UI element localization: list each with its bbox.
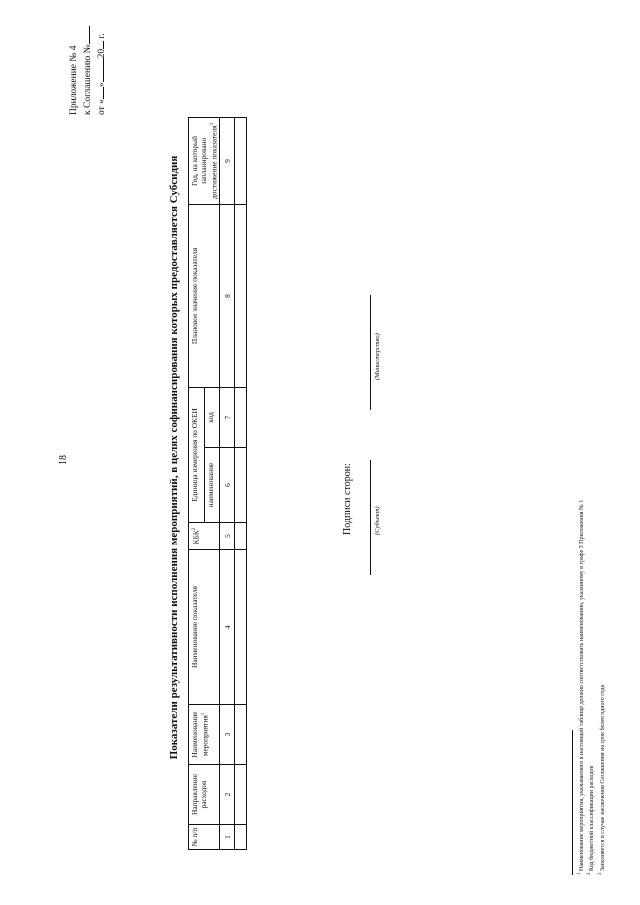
footnote-text-3: Заполняется в случае заключения Соглашения на срок более одного года bbox=[599, 684, 606, 871]
page-number: 18 bbox=[58, 455, 69, 465]
header-col-number: № п/п bbox=[189, 825, 220, 850]
header-col-year-text: Год, на который запланировано достижение показателя bbox=[190, 125, 219, 199]
empty-cell bbox=[235, 118, 247, 205]
header-col-plan-value: Плановое значение показателя bbox=[189, 205, 220, 388]
footnote-mark-3: 3 bbox=[597, 872, 603, 875]
header-col-year bbox=[189, 118, 220, 205]
empty-cell bbox=[235, 825, 247, 850]
appendix-title: Приложение № 4 bbox=[69, 45, 79, 115]
footnotes bbox=[576, 500, 607, 875]
header-row bbox=[189, 118, 205, 850]
header-col-kbk-text: КБК bbox=[191, 530, 201, 545]
year-blank bbox=[94, 41, 104, 49]
signatures-title: Подписи сторон: bbox=[342, 463, 353, 535]
footnote-2 bbox=[586, 500, 596, 875]
agreement-number-blank bbox=[80, 26, 90, 44]
empty-cell bbox=[235, 550, 247, 705]
footnote-rule bbox=[572, 730, 573, 875]
document-title: Показатели результативности исполнения мероприятий, в целях софинансирования которых предоставляется Субсидия bbox=[168, 155, 180, 760]
column-number: 4 bbox=[220, 550, 235, 705]
header-col-kbk bbox=[189, 523, 220, 550]
footnote-text-2: Код бюджетной классификации расходов bbox=[589, 765, 596, 871]
footnote-ref-2: 2 bbox=[192, 527, 197, 531]
signature-line-ministry bbox=[370, 295, 371, 410]
footnote-text-1: Наименование мероприятия, указываемого в настоящей таблице должно соответствовать наименованию, указанному в графе 3 Приложения № 1 bbox=[579, 499, 585, 871]
column-number: 5 bbox=[220, 523, 235, 550]
header-col-unit-name: наименование bbox=[204, 448, 220, 523]
column-number: 7 bbox=[220, 388, 235, 448]
empty-cell bbox=[235, 705, 247, 765]
signature-line-subject bbox=[370, 460, 371, 575]
agreement-date-line bbox=[94, 15, 108, 115]
empty-cell bbox=[235, 448, 247, 523]
column-number: 9 bbox=[220, 118, 235, 205]
footnote-3 bbox=[597, 500, 607, 875]
column-number: 3 bbox=[220, 705, 235, 765]
empty-row bbox=[235, 118, 247, 850]
agreement-number-line bbox=[80, 15, 94, 115]
agreement-label: к Соглашению № bbox=[83, 44, 93, 115]
column-number: 8 bbox=[220, 205, 235, 388]
year-prefix: 20 bbox=[97, 48, 107, 59]
header-col-direction: Направление расходов bbox=[189, 765, 220, 825]
footnote-ref-1: 1 bbox=[201, 712, 206, 716]
indicators-table bbox=[188, 117, 247, 850]
column-number: 6 bbox=[220, 448, 235, 523]
year-suffix: г. bbox=[97, 33, 107, 39]
footnote-mark-1: 1 bbox=[577, 872, 582, 875]
empty-cell bbox=[235, 765, 247, 825]
empty-cell bbox=[235, 205, 247, 388]
header-col-activity bbox=[189, 705, 220, 765]
footnote-1 bbox=[576, 500, 586, 875]
header-col-indicator: Наименование показателя bbox=[189, 550, 220, 705]
signature-label-ministry: (Министерство) bbox=[374, 333, 381, 380]
day-blank bbox=[94, 87, 104, 99]
header-col-unit-code: код bbox=[204, 388, 220, 448]
footnote-mark-2: 2 bbox=[587, 872, 593, 875]
header-col-activity-text: Наименование мероприятия bbox=[190, 711, 210, 758]
date-open-quote: от « bbox=[97, 99, 107, 115]
empty-cell bbox=[235, 388, 247, 448]
column-number-row bbox=[220, 118, 235, 850]
footnote-ref-3: 3 bbox=[210, 123, 215, 126]
signature-label-subject: (Субъект) bbox=[374, 506, 381, 535]
header-col-unit-group: Единица измерения по ОКЕИ bbox=[189, 388, 205, 523]
appendix-block bbox=[68, 15, 108, 115]
month-blank bbox=[94, 58, 104, 82]
column-number: 2 bbox=[220, 765, 235, 825]
column-number: 1 bbox=[220, 825, 235, 850]
empty-cell bbox=[235, 523, 247, 550]
date-close-quote: » bbox=[97, 82, 107, 88]
